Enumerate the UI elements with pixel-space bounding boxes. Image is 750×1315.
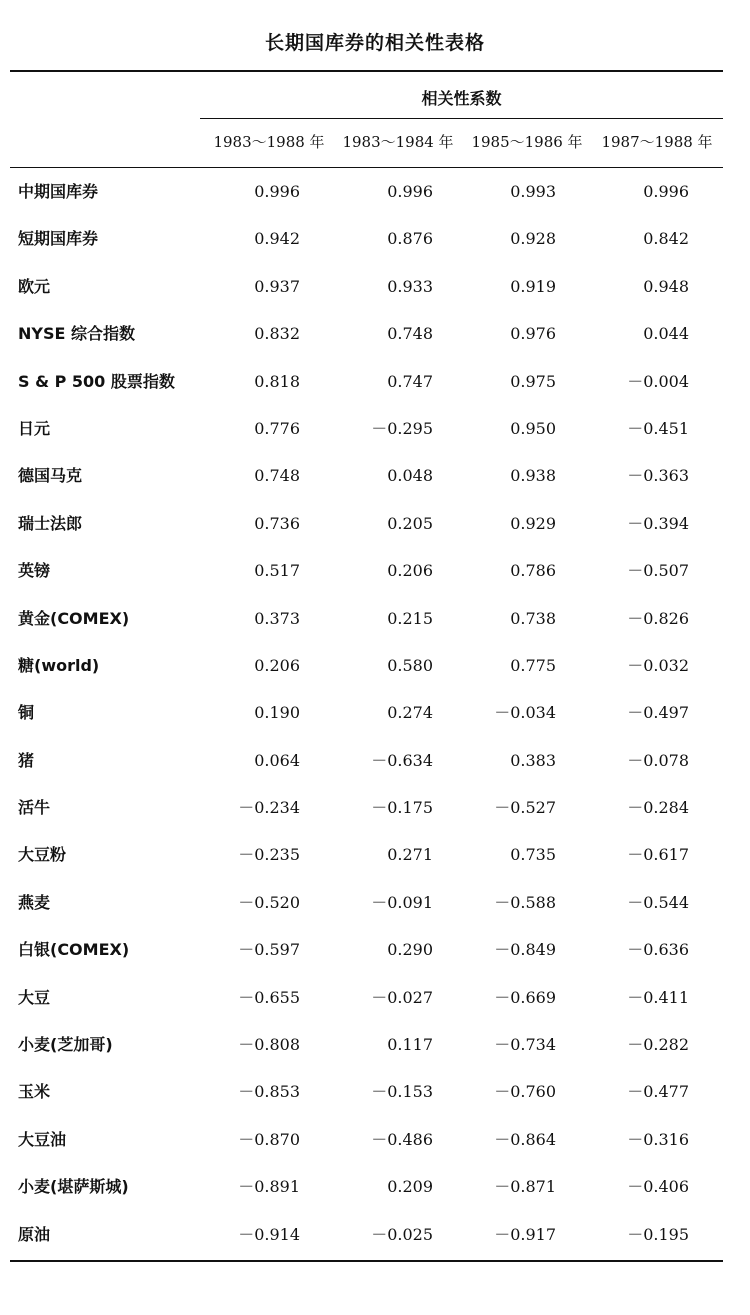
table-row: [0, 784, 750, 831]
correlation-value: －0.004: [627, 371, 689, 391]
row-label: 白银(COMEX): [18, 940, 130, 960]
row-label: 大豆粉: [18, 845, 67, 865]
correlation-value: 0.832: [254, 324, 300, 344]
row-label: 糖(world): [18, 655, 100, 675]
correlation-value: 0.776: [254, 418, 300, 438]
correlation-value: 0.818: [254, 371, 300, 391]
correlation-value: 0.271: [387, 845, 433, 865]
top-rule: [10, 70, 723, 72]
correlation-value: 0.209: [387, 1177, 433, 1197]
correlation-value: 0.876: [387, 229, 433, 249]
correlation-value: －0.597: [238, 940, 300, 960]
correlation-value: －0.153: [371, 1082, 433, 1102]
correlation-value: 0.117: [387, 1035, 433, 1055]
table-row: [0, 1068, 750, 1115]
correlation-value: －0.914: [238, 1224, 300, 1244]
correlation-value: －0.734: [494, 1035, 556, 1055]
correlation-value: 0.996: [387, 182, 433, 201]
correlation-value: －0.486: [371, 1129, 433, 1149]
table-row: [0, 1116, 750, 1163]
correlation-value: －0.520: [238, 892, 300, 912]
correlation-value: －0.507: [627, 561, 689, 581]
correlation-value: －0.235: [238, 845, 300, 865]
table-row: [0, 879, 750, 926]
correlation-value: 0.948: [643, 276, 689, 296]
row-label: 小麦(堪萨斯城): [18, 1177, 129, 1197]
table-row: [0, 547, 750, 594]
correlation-value: 0.738: [510, 608, 556, 628]
correlation-value: 0.206: [387, 561, 433, 581]
correlation-value: 0.996: [254, 182, 300, 201]
correlation-value: －0.636: [627, 940, 689, 960]
row-label: 大豆油: [18, 1129, 67, 1149]
correlation-value: －0.451: [627, 418, 689, 438]
table-row: [0, 1021, 750, 1068]
correlation-value: －0.411: [627, 987, 689, 1007]
correlation-value: －0.234: [238, 798, 300, 818]
correlation-value: －0.655: [238, 987, 300, 1007]
correlation-value: －0.891: [238, 1177, 300, 1197]
correlation-value: －0.025: [371, 1224, 433, 1244]
correlation-value: 0.383: [510, 750, 556, 770]
correlation-value: 0.290: [387, 940, 433, 960]
row-label: 欧元: [18, 276, 51, 296]
correlation-value: －0.544: [627, 892, 689, 912]
correlation-value: －0.760: [494, 1082, 556, 1102]
bottom-rule: [10, 1260, 723, 1262]
table-row: [0, 595, 750, 642]
correlation-value: 0.736: [254, 513, 300, 533]
correlation-value: －0.295: [371, 418, 433, 438]
correlation-value: －0.853: [238, 1082, 300, 1102]
table-row: [0, 452, 750, 499]
table-row: [0, 1211, 750, 1258]
correlation-value: －0.316: [627, 1129, 689, 1149]
correlation-value: 0.747: [387, 371, 433, 391]
table-row: [0, 737, 750, 784]
row-label: 活牛: [18, 798, 51, 818]
correlation-value: 0.775: [510, 655, 556, 675]
table-row: [0, 642, 750, 689]
correlation-value: －0.588: [494, 892, 556, 912]
table-row: [0, 215, 750, 262]
row-label: 燕麦: [18, 892, 51, 912]
correlation-value: 0.937: [254, 276, 300, 296]
table-row: [0, 168, 750, 215]
correlation-value: －0.406: [627, 1177, 689, 1197]
correlation-value: 0.842: [643, 229, 689, 249]
correlation-value: －0.091: [371, 892, 433, 912]
row-label: 猪: [18, 750, 35, 770]
correlation-value: －0.477: [627, 1082, 689, 1102]
correlation-value: －0.617: [627, 845, 689, 865]
row-label: 德国马克: [18, 466, 83, 486]
table-row: [0, 689, 750, 736]
correlation-value: －0.034: [494, 703, 556, 723]
correlation-value: －0.917: [494, 1224, 556, 1244]
correlation-value: －0.864: [494, 1129, 556, 1149]
table-row: [0, 926, 750, 973]
correlation-value: 0.044: [643, 324, 689, 344]
correlation-value: 0.580: [387, 655, 433, 675]
table-row: [0, 310, 750, 357]
correlation-value: －0.808: [238, 1035, 300, 1055]
correlation-value: 0.735: [510, 845, 556, 865]
table-body: [0, 168, 750, 1258]
row-label: 黄金(COMEX): [18, 608, 130, 628]
group-header-rule: [200, 118, 723, 119]
row-label: S & P 500 股票指数: [18, 371, 175, 391]
correlation-value: 0.517: [254, 561, 300, 581]
correlation-value: －0.870: [238, 1129, 300, 1149]
correlation-value: －0.849: [494, 940, 556, 960]
correlation-value: －0.527: [494, 798, 556, 818]
table-row: [0, 831, 750, 878]
correlation-value: －0.282: [627, 1035, 689, 1055]
row-label: 玉米: [18, 1082, 51, 1102]
column-header-1985-1986: 1985～1986 年: [471, 133, 583, 151]
correlation-value: 0.993: [510, 182, 556, 201]
table-row: [0, 358, 750, 405]
correlation-value: 0.996: [643, 182, 689, 201]
column-header-1983-1984: 1983～1984 年: [342, 133, 454, 151]
correlation-value: 0.950: [510, 418, 556, 438]
correlation-value: －0.669: [494, 987, 556, 1007]
row-label: 小麦(芝加哥): [18, 1035, 113, 1055]
correlation-value: 0.048: [387, 466, 433, 486]
row-label: 短期国库券: [18, 229, 99, 249]
correlation-value: －0.027: [371, 987, 433, 1007]
correlation-value: －0.497: [627, 703, 689, 723]
correlation-value: 0.929: [510, 513, 556, 533]
row-label: 瑞士法郎: [18, 513, 83, 533]
correlation-value: －0.394: [627, 513, 689, 533]
correlation-value: －0.078: [627, 750, 689, 770]
group-header: 相关性系数: [421, 89, 502, 108]
row-label: 原油: [18, 1224, 51, 1244]
row-label: 中期国库券: [18, 182, 99, 201]
correlation-value: 0.919: [510, 276, 556, 296]
correlation-value: 0.975: [510, 371, 556, 391]
correlation-value: 0.190: [254, 703, 300, 723]
correlation-value: 0.205: [387, 513, 433, 533]
correlation-value: －0.363: [627, 466, 689, 486]
correlation-value: 0.933: [387, 276, 433, 296]
correlation-value: 0.064: [254, 750, 300, 770]
correlation-value: 0.748: [387, 324, 433, 344]
table-title: 长期国库券的相关性表格: [264, 32, 485, 54]
correlation-value: 0.786: [510, 561, 556, 581]
correlation-value: 0.206: [254, 655, 300, 675]
correlation-value: －0.032: [627, 655, 689, 675]
row-label: NYSE 综合指数: [18, 324, 136, 344]
correlation-value: －0.634: [371, 750, 433, 770]
table-row: [0, 500, 750, 547]
row-label: 日元: [18, 418, 51, 438]
correlation-value: －0.284: [627, 798, 689, 818]
row-label: 大豆: [18, 987, 51, 1007]
table-row: [0, 263, 750, 310]
table-row: [0, 1163, 750, 1210]
correlation-value: 0.373: [254, 608, 300, 628]
correlation-value: 0.938: [510, 466, 556, 486]
table-row: [0, 974, 750, 1021]
correlation-value: －0.871: [494, 1177, 556, 1197]
row-label: 铜: [18, 703, 35, 723]
column-header-1987-1988: 1987～1988 年: [601, 133, 713, 151]
row-label: 英镑: [18, 561, 51, 581]
correlation-value: －0.826: [627, 608, 689, 628]
correlation-value: 0.928: [510, 229, 556, 249]
correlation-value: －0.175: [371, 798, 433, 818]
column-header-1983-1988: 1983～1988 年: [213, 133, 325, 151]
correlation-value: 0.976: [510, 324, 556, 344]
correlation-value: 0.748: [254, 466, 300, 486]
correlation-value: 0.942: [254, 229, 300, 249]
correlation-value: －0.195: [627, 1224, 689, 1244]
correlation-value: 0.274: [387, 703, 433, 723]
correlation-value: 0.215: [387, 608, 433, 628]
table-row: [0, 405, 750, 452]
